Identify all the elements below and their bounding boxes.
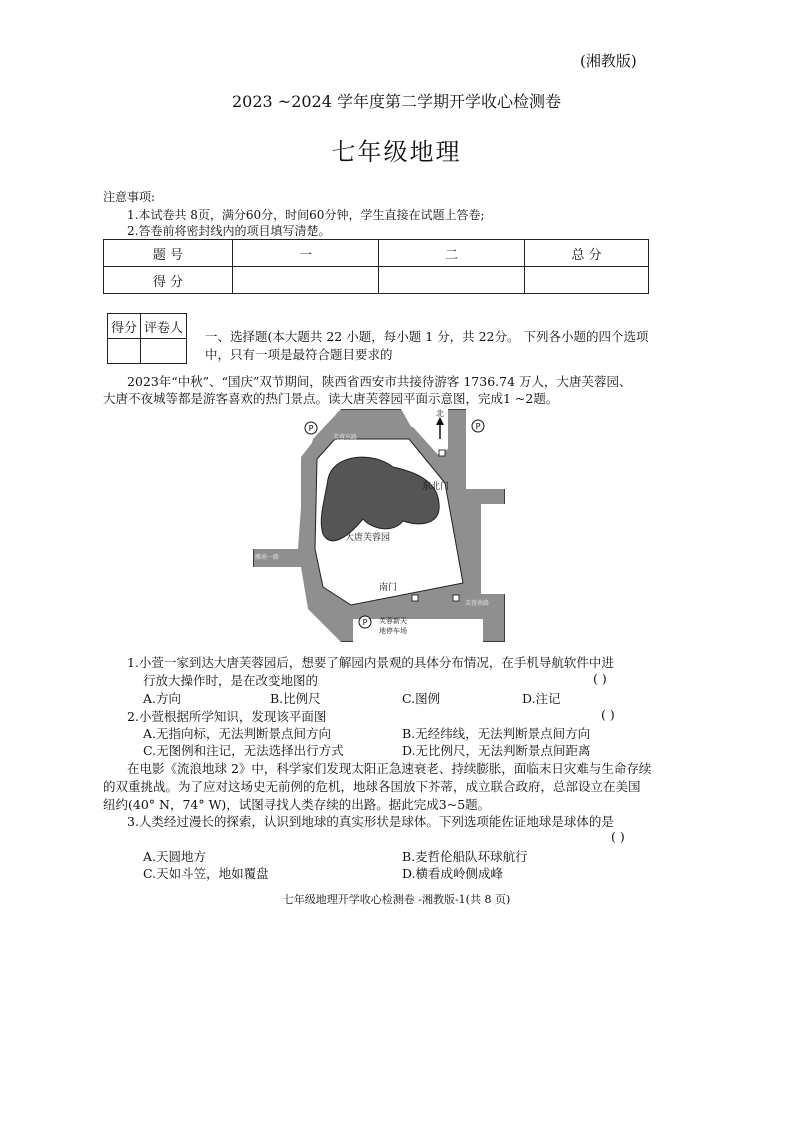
notes-item-1: 1.本试卷共 8页，满分60分，时间60分钟，学生直接在试题上答卷; (127, 208, 485, 222)
grader-box (107, 313, 187, 364)
map-parking-symbol: P (362, 618, 368, 627)
map-parking-lot-label-1: 芙蓉新天 (379, 617, 407, 625)
map-road-label: 芙蓉东路 (333, 434, 358, 441)
q3-stem: 3.人类经过漫长的探索，认识到地球的真实形状是球体。下列选项能佐证地球是球体的是 (127, 814, 614, 829)
exam-subtitle: 2023 ~2024 学年度第二学期开学收心检测卷 (231, 92, 562, 111)
notes-item-2: 2.答卷前将密封线内的项目填写清楚。 (127, 224, 331, 238)
q1-option-d[interactable]: D.注记 (522, 691, 561, 706)
q2-stem: 2.小萱根据所学知识，发现该平面图 (127, 709, 327, 724)
score-table-row (104, 267, 649, 294)
page-footer: 七年级地理开学收心检测卷 -湘教版-1(共 8 页) (282, 893, 511, 906)
q2-option-d[interactable]: D.无比例尺，无法判断景点间距离 (402, 743, 591, 758)
grader-name-label: 评卷人 (141, 314, 187, 339)
score-table-header: 题 号 (104, 240, 233, 267)
q2-option-c[interactable]: C.无图例和注记，无法选择出行方式 (143, 743, 344, 758)
map-road-label: 雁南一路 (255, 554, 280, 561)
q2-option-b[interactable]: B.无经纬线，无法判断景点间方向 (402, 726, 591, 741)
q2-option-a[interactable]: A.无指向标，无法判断景点间方向 (143, 726, 332, 741)
score-table-header: 一 (233, 240, 379, 267)
map-park-name-label: 大唐芙蓉园 (345, 533, 391, 543)
score-table-header: 总 分 (525, 240, 649, 267)
notes-heading: 注意事项: (103, 190, 156, 204)
score-row-label: 得 分 (104, 267, 233, 294)
passage2-line1: 在电影《流浪地球 2》中，科学家们发现太阳正急速衰老、持续膨胀，面临末日灾难与生命存续 (127, 761, 652, 776)
q3-option-c[interactable]: C.天如斗笠，地如覆盘 (143, 866, 269, 881)
map-northeast-gate-label: 东北门 (422, 482, 450, 492)
q3-answer-paren[interactable]: ( ) (611, 829, 625, 844)
score-cell[interactable] (525, 267, 649, 294)
passage1-line1: 2023年“中秋”、“国庆”双节期间，陕西省西安市共接待游客 1736.74 万人，大唐芙蓉园、 (127, 374, 632, 389)
q1-stem-line1: 1.小萱一家到达大唐芙蓉园后，想要了解园内景观的具体分布情况，在手机导航软件中进 (127, 655, 614, 670)
score-table (103, 239, 649, 294)
park-map-figure (253, 409, 505, 642)
q1-answer-paren[interactable]: ( ) (593, 671, 607, 686)
q1-option-c[interactable]: C.图例 (402, 691, 441, 706)
q3-option-b[interactable]: B.麦哲伦船队环球航行 (402, 849, 528, 864)
map-south-gate-label: 南门 (379, 583, 398, 593)
map-road-label: 芙蓉南路 (465, 600, 490, 607)
passage1-line2: 大唐不夜城等都是游客喜欢的热门景点。读大唐芙蓉园平面示意图，完成1 ~2题。 (103, 391, 559, 406)
score-table-header: 二 (379, 240, 525, 267)
map-parking-symbol: P (475, 422, 481, 431)
exam-title: 七年级地理 (331, 138, 462, 166)
q1-option-b[interactable]: B.比例尺 (270, 691, 321, 706)
grader-name-cell[interactable] (141, 339, 187, 364)
grader-score-cell[interactable] (108, 339, 141, 364)
q1-stem-line2: 行放大操作时，是在改变地图的 (143, 673, 319, 688)
q3-option-a[interactable]: A.天圆地方 (143, 849, 207, 864)
park-map (253, 409, 505, 642)
edition-label: (湘教版) (580, 52, 637, 70)
score-cell[interactable] (379, 267, 525, 294)
q3-option-d[interactable]: D.横看成岭侧成峰 (402, 866, 504, 881)
grader-score-label: 得分 (108, 314, 141, 339)
passage2-line3: 纽约(40° N，74° W)，试图寻找人类存续的出路。据此完成3~5题。 (103, 797, 491, 812)
section1-instruction-line2: 中，只有一项是最符合题目要求的 (205, 347, 393, 362)
passage2-line2: 的双重挑战。为了应对这场史无前例的危机，地球各国放下芥蒂，成立联合政府，总部设立在美国 (103, 779, 641, 794)
q2-answer-paren[interactable]: ( ) (601, 707, 615, 722)
map-parking-symbol: P (308, 424, 314, 433)
q1-option-a[interactable]: A.方向 (143, 691, 182, 706)
map-north-label: 北 (436, 409, 444, 418)
map-parking-lot-label-2: 地停车场 (379, 627, 407, 635)
section1-instruction-line1: 一、选择题(本大题共 22 小题，每小题 1 分，共 22分。 下列各小题的四个选项 (205, 329, 649, 344)
score-cell[interactable] (233, 267, 379, 294)
score-table-header-row (104, 240, 649, 267)
